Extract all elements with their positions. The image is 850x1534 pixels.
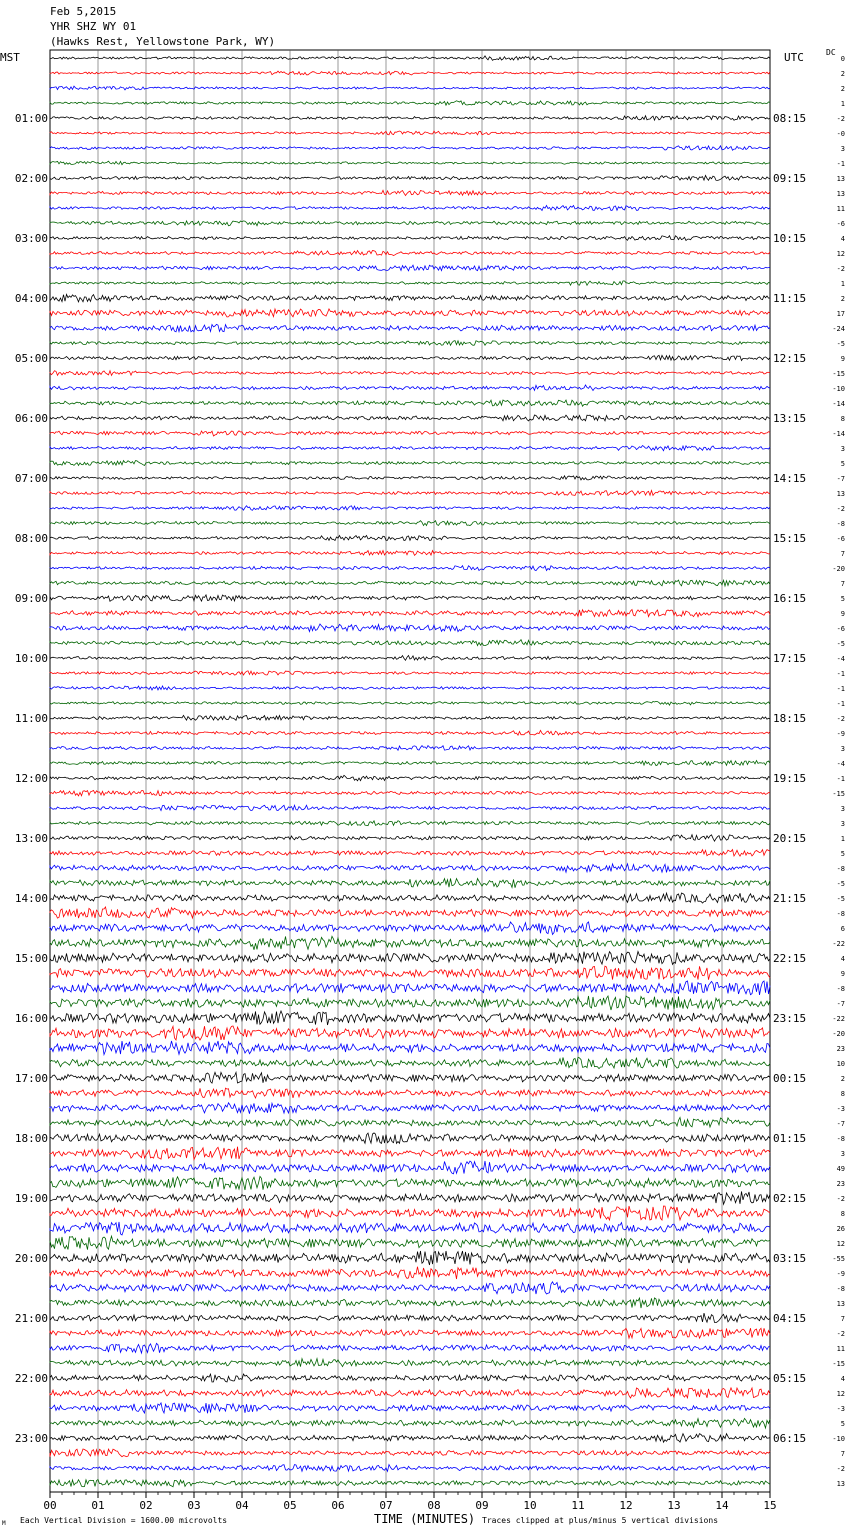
seismic-trace <box>50 309 770 317</box>
left-hour-label: 11:00 <box>14 712 48 725</box>
seismic-trace <box>50 1057 770 1068</box>
dc-offset-label: -8 <box>836 1135 845 1143</box>
seismic-trace <box>50 775 770 781</box>
seismic-trace <box>50 952 770 965</box>
dc-offset-label: 49 <box>836 1165 845 1173</box>
dc-offset-label: -1 <box>836 160 845 168</box>
seismic-trace <box>50 715 770 720</box>
seismic-trace <box>50 701 770 705</box>
dc-offset-label: 3 <box>840 745 845 753</box>
seismic-trace <box>50 324 770 331</box>
seismic-trace <box>50 1403 770 1413</box>
dc-offset-label: 7 <box>840 1450 845 1458</box>
seismic-trace <box>50 1434 770 1443</box>
dc-offset-label: -15 <box>832 370 845 378</box>
dc-offset-label: 1 <box>840 100 845 108</box>
seismic-trace <box>50 1282 770 1294</box>
dc-title: DC <box>826 48 836 57</box>
seismic-trace <box>50 400 770 406</box>
seismic-trace <box>50 1418 770 1428</box>
trace-group <box>50 56 770 1487</box>
x-tick-label: 09 <box>475 1499 489 1512</box>
seismic-trace <box>50 624 770 632</box>
seismic-trace <box>50 1088 770 1098</box>
left-hour-label: 03:00 <box>14 232 48 245</box>
seismic-trace <box>50 996 770 1010</box>
seismic-trace <box>50 1388 770 1398</box>
seismic-trace <box>50 385 770 391</box>
dc-offset-label: -20 <box>832 565 845 573</box>
left-hour-label: 10:00 <box>14 652 48 665</box>
dc-offset-label: -15 <box>832 790 845 798</box>
dc-offset-label: 17 <box>836 310 845 318</box>
dc-offset-label: 13 <box>836 1300 845 1308</box>
dc-offset-label: -2 <box>836 505 845 513</box>
right-axis-title: UTC <box>784 51 804 64</box>
right-hour-label: 04:15 <box>773 1312 807 1325</box>
x-tick-label: 00 <box>43 1499 57 1512</box>
seismic-trace <box>50 835 770 842</box>
dc-offset-label: 26 <box>836 1225 845 1233</box>
x-tick-label: 06 <box>331 1499 345 1512</box>
seismic-trace <box>50 1343 770 1353</box>
dc-offset-label: 8 <box>840 1210 845 1218</box>
dc-offset-label: -10 <box>832 1435 845 1443</box>
right-hour-label: 18:15 <box>773 712 807 725</box>
x-tick-label: 12 <box>619 1499 633 1512</box>
seismic-trace <box>50 521 770 526</box>
dc-offset-label: 5 <box>840 595 845 603</box>
dc-offset-label: 2 <box>840 1075 845 1083</box>
dc-offset-label: 1 <box>840 835 845 843</box>
seismic-trace <box>50 491 770 496</box>
dc-offset-label: 4 <box>840 235 845 243</box>
seismic-trace <box>50 341 770 346</box>
dc-offset-label: -6 <box>836 625 845 633</box>
left-hour-label: 02:00 <box>14 172 48 185</box>
left-hour-label: 20:00 <box>14 1252 48 1265</box>
dc-offset-label: 2 <box>840 70 845 78</box>
dc-offset-label: 12 <box>836 1390 845 1398</box>
dc-offset-label: -15 <box>832 1360 845 1368</box>
dc-offset-label: 3 <box>840 1150 845 1158</box>
dc-offset-label: 13 <box>836 490 845 498</box>
seismic-trace <box>50 656 770 661</box>
x-tick-label: 10 <box>523 1499 537 1512</box>
left-hour-label: 15:00 <box>14 952 48 965</box>
seismic-trace <box>50 805 770 810</box>
seismic-trace <box>50 1133 770 1144</box>
dc-offset-label: -7 <box>836 1000 845 1008</box>
x-tick-label: 03 <box>187 1499 201 1512</box>
seismic-trace <box>50 1465 770 1472</box>
dc-offset-label: 5 <box>840 1420 845 1428</box>
seismic-trace <box>50 730 770 735</box>
seismic-trace <box>50 1011 770 1025</box>
dc-offset-label: -8 <box>836 520 845 528</box>
seismic-trace <box>50 1118 770 1128</box>
dc-offset-label: -1 <box>836 685 845 693</box>
seismic-trace <box>50 1298 770 1308</box>
seismic-trace <box>50 1072 770 1083</box>
seismic-trace <box>50 236 770 241</box>
dc-offset-label: 5 <box>840 460 845 468</box>
footer-small-mark: M <box>2 1520 6 1527</box>
seismic-trace <box>50 1328 770 1338</box>
right-hour-label: 19:15 <box>773 772 807 785</box>
left-hour-label: 08:00 <box>14 532 48 545</box>
seismic-trace <box>50 936 770 950</box>
seismic-trace <box>50 966 770 980</box>
left-hour-label: 18:00 <box>14 1132 48 1145</box>
dc-offset-label: 4 <box>840 955 845 963</box>
dc-offset-label: 13 <box>836 1480 845 1488</box>
seismic-trace <box>50 506 770 511</box>
left-hour-label: 05:00 <box>14 352 48 365</box>
right-hour-label: 22:15 <box>773 952 807 965</box>
dc-offset-label: -1 <box>836 670 845 678</box>
left-hour-label: 04:00 <box>14 292 48 305</box>
header-station: YHR SHZ WY 01 <box>50 20 137 33</box>
dc-offset-label: 0 <box>840 55 845 63</box>
right-hour-label: 08:15 <box>773 112 807 125</box>
dc-offset-label: 4 <box>840 1375 845 1383</box>
dc-offset-label: -0 <box>836 130 845 138</box>
right-hour-label: 21:15 <box>773 892 807 905</box>
header-date: Feb 5,2015 <box>50 5 117 18</box>
left-hour-label: 17:00 <box>14 1072 48 1085</box>
x-tick-label: 04 <box>235 1499 249 1512</box>
dc-offset-label: 3 <box>840 445 845 453</box>
dc-offset-label: -55 <box>832 1255 845 1263</box>
dc-offset-label: 3 <box>840 805 845 813</box>
dc-offset-label: -22 <box>832 1015 845 1023</box>
seismic-trace <box>50 415 770 421</box>
header-location: (Hawks Rest, Yellowstone Park, WY) <box>50 35 276 48</box>
seismic-trace <box>50 221 770 226</box>
right-hour-label: 05:15 <box>773 1372 807 1385</box>
dc-offset-label: 13 <box>836 190 845 198</box>
footer-clip-note: Traces clipped at plus/minus 5 vertical divisions <box>482 1516 719 1525</box>
seismic-trace <box>50 116 770 121</box>
dc-offset-label: -2 <box>836 715 845 723</box>
dc-offset-label: -24 <box>832 325 845 333</box>
seismic-trace <box>50 355 770 360</box>
left-hour-label: 14:00 <box>14 892 48 905</box>
seismic-trace <box>50 1206 770 1220</box>
right-hour-label: 10:15 <box>773 232 807 245</box>
seismic-trace <box>50 879 770 888</box>
right-hour-label: 14:15 <box>773 472 807 485</box>
left-hour-label: 22:00 <box>14 1372 48 1385</box>
dc-offset-label: 8 <box>840 1090 845 1098</box>
seismic-trace <box>50 1026 770 1040</box>
dc-offset-label: -4 <box>836 655 845 663</box>
seismic-trace <box>50 566 770 571</box>
dc-offset-label: -1 <box>836 700 845 708</box>
seismic-trace <box>50 1191 770 1204</box>
seismic-trace <box>50 1374 770 1382</box>
dc-offset-label: -20 <box>832 1030 845 1038</box>
dc-offset-label: -10 <box>832 385 845 393</box>
dc-offset-label: -14 <box>832 400 845 408</box>
left-hour-label: 23:00 <box>14 1432 48 1445</box>
seismic-trace <box>50 476 770 480</box>
x-tick-label: 13 <box>667 1499 681 1512</box>
seismic-trace <box>50 1222 770 1235</box>
seismic-trace <box>50 265 770 271</box>
seismic-trace <box>50 131 770 135</box>
seismic-trace <box>50 536 770 541</box>
seismic-trace <box>50 1359 770 1367</box>
seismic-trace <box>50 431 770 436</box>
dc-offset-label: -8 <box>836 985 845 993</box>
left-hour-label: 07:00 <box>14 472 48 485</box>
dc-offset-label: 3 <box>840 820 845 828</box>
seismic-trace <box>50 1103 770 1114</box>
seismic-trace <box>50 161 770 165</box>
seismic-trace <box>50 1161 770 1174</box>
dc-offset-label: -2 <box>836 1465 845 1473</box>
left-hour-label: 16:00 <box>14 1012 48 1025</box>
dc-offset-label: -8 <box>836 865 845 873</box>
dc-offset-label: 2 <box>840 85 845 93</box>
x-tick-label: 07 <box>379 1499 393 1512</box>
dc-offset-label: -7 <box>836 475 845 483</box>
dc-offset-label: 9 <box>840 610 845 618</box>
seismic-trace <box>50 206 770 211</box>
left-hour-label: 06:00 <box>14 412 48 425</box>
seismic-trace <box>50 281 770 285</box>
dc-offset-label: 13 <box>836 175 845 183</box>
right-hour-label: 01:15 <box>773 1132 807 1145</box>
seismic-trace <box>50 671 770 675</box>
seismic-trace <box>50 821 770 826</box>
seismic-trace <box>50 86 770 90</box>
dc-offset-label: -3 <box>836 1405 845 1413</box>
dc-offset-label: 12 <box>836 1240 845 1248</box>
dc-offset-label: 7 <box>840 550 845 558</box>
seismic-trace <box>50 981 770 995</box>
dc-offset-label: -8 <box>836 1285 845 1293</box>
left-hour-label: 21:00 <box>14 1312 48 1325</box>
left-hour-label: 01:00 <box>14 112 48 125</box>
dc-offset-label: 8 <box>840 415 845 423</box>
seismic-trace <box>50 294 770 302</box>
dc-offset-label: -8 <box>836 910 845 918</box>
dc-offset-label: -2 <box>836 1195 845 1203</box>
left-hour-label: 09:00 <box>14 592 48 605</box>
right-hour-label: 11:15 <box>773 292 807 305</box>
left-hour-label: 13:00 <box>14 832 48 845</box>
right-hour-label: 03:15 <box>773 1252 807 1265</box>
dc-offset-label: 6 <box>840 925 845 933</box>
seismic-trace <box>50 371 770 376</box>
dc-offset-label: 9 <box>840 355 845 363</box>
x-tick-label: 15 <box>763 1499 777 1512</box>
axis-labels <box>15 55 845 1512</box>
seismic-trace <box>50 610 770 617</box>
seismic-trace <box>50 101 770 105</box>
dc-offset-label: -14 <box>832 430 845 438</box>
seismic-trace <box>50 1480 770 1487</box>
right-hour-label: 16:15 <box>773 592 807 605</box>
seismic-trace <box>50 56 770 60</box>
dc-offset-label: -9 <box>836 730 845 738</box>
dc-offset-label: 1 <box>840 280 845 288</box>
right-hour-label: 02:15 <box>773 1192 807 1205</box>
seismic-trace <box>50 746 770 751</box>
seismic-trace <box>50 146 770 150</box>
dc-offset-label: 3 <box>840 145 845 153</box>
dc-offset-label: -6 <box>836 220 845 228</box>
seismic-trace <box>50 580 770 586</box>
dc-offset-label: -9 <box>836 1270 845 1278</box>
seismic-trace <box>50 1147 770 1160</box>
dc-offset-label: 2 <box>840 295 845 303</box>
right-hour-label: 12:15 <box>773 352 807 365</box>
right-hour-label: 20:15 <box>773 832 807 845</box>
dc-offset-label: 11 <box>836 1345 845 1353</box>
dc-offset-label: 12 <box>836 250 845 258</box>
dc-offset-label: 10 <box>836 1060 845 1068</box>
right-hour-label: 15:15 <box>773 532 807 545</box>
left-hour-label: 19:00 <box>14 1192 48 1205</box>
seismic-trace <box>50 761 770 766</box>
seismic-trace <box>50 551 770 556</box>
dc-offset-label: -22 <box>832 940 845 948</box>
x-tick-label: 02 <box>139 1499 153 1512</box>
x-tick-label: 01 <box>91 1499 105 1512</box>
dc-offset-label: -3 <box>836 1105 845 1113</box>
dc-offset-label: -1 <box>836 775 845 783</box>
seismic-trace <box>50 864 770 873</box>
seismic-trace <box>50 461 770 466</box>
x-axis-title: TIME (MINUTES) <box>374 1512 476 1526</box>
seismic-trace <box>50 790 770 796</box>
dc-offset-label: -2 <box>836 265 845 273</box>
left-axis-title: MST <box>0 51 20 64</box>
seismic-trace <box>50 1313 770 1323</box>
right-hour-label: 23:15 <box>773 1012 807 1025</box>
dc-offset-label: 5 <box>840 850 845 858</box>
dc-offset-label: 7 <box>840 580 845 588</box>
dc-offset-label: 23 <box>836 1180 845 1188</box>
dc-offset-label: -5 <box>836 640 845 648</box>
seismic-trace <box>50 922 770 935</box>
seismic-trace <box>50 251 770 256</box>
right-hour-label: 13:15 <box>773 412 807 425</box>
seismic-trace <box>50 1267 770 1279</box>
seismic-trace <box>50 175 770 180</box>
dc-offset-label: 7 <box>840 1315 845 1323</box>
seismic-trace <box>50 190 770 195</box>
footer-vertical-division: Each Vertical Division = 1600.00 microvolts <box>20 1516 228 1525</box>
seismic-trace <box>50 1176 770 1190</box>
dc-offset-label: -2 <box>836 115 845 123</box>
seismic-trace <box>50 1449 770 1457</box>
seismic-trace <box>50 1251 770 1265</box>
right-hour-label: 09:15 <box>773 172 807 185</box>
x-tick-label: 14 <box>715 1499 729 1512</box>
seismic-trace <box>50 686 770 690</box>
x-tick-label: 11 <box>571 1499 585 1512</box>
right-hour-label: 00:15 <box>773 1072 807 1085</box>
seismic-trace <box>50 640 770 646</box>
dc-offset-label: -2 <box>836 1330 845 1338</box>
dc-offset-label: -5 <box>836 895 845 903</box>
seismic-trace <box>50 1236 770 1250</box>
dc-offset-label: -7 <box>836 1120 845 1128</box>
dc-offset-label: -5 <box>836 340 845 348</box>
dc-offset-label: -6 <box>836 535 845 543</box>
seismic-trace <box>50 850 770 857</box>
seismic-trace <box>50 893 770 903</box>
right-hour-label: 06:15 <box>773 1432 807 1445</box>
seismic-trace <box>50 1041 770 1055</box>
seismic-trace <box>50 907 770 918</box>
dc-offset-label: 23 <box>836 1045 845 1053</box>
x-tick-label: 08 <box>427 1499 441 1512</box>
dc-offset-label: -5 <box>836 880 845 888</box>
seismic-trace <box>50 446 770 451</box>
seismic-trace <box>50 71 770 75</box>
x-tick-label: 05 <box>283 1499 297 1512</box>
dc-offset-label: -4 <box>836 760 845 768</box>
right-hour-label: 17:15 <box>773 652 807 665</box>
dc-offset-label: 9 <box>840 970 845 978</box>
dc-offset-label: 11 <box>836 205 845 213</box>
seismic-trace <box>50 595 770 601</box>
left-hour-label: 12:00 <box>14 772 48 785</box>
